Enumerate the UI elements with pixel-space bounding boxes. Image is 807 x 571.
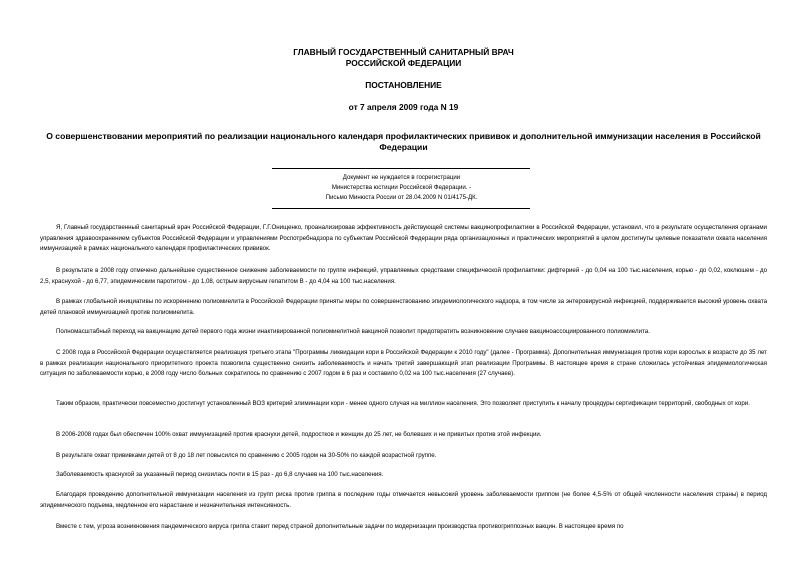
paragraph: Благодаря проведению дополнительной иммунизации населения из групп риска против гриппа в последние годы отмечается невысокий уровень заболеваемости гриппом (не более 4,5-5% от общей численности населения страны) в период эпидемического подъема, медленное его нарастание и незначительная интенсивность. <box>40 491 767 509</box>
paragraph: В результате охват прививками детей от 8 до 18 лет повысился по сравнению с 2005 годом на 30-50% по каждой возрастной группе. <box>56 452 437 459</box>
paragraph: Полномасштабный переход на вакцинацию детей первого года жизни инактивированной полиомиелитной вакциной позволит предотвратить возникновение случаев вакциноассоциированного полиомиелита. <box>56 328 650 335</box>
paragraph: В рамках глобальной инициативы по искоренению полиомиелита в Российской Федерации приняты меры по совершенствованию эпидемиологического надзора, в том числе за энтеровирусной инфекцией, поддерживается высокий уровень охвата детей плановой иммунизацией против полиомиелита. <box>40 298 767 316</box>
paragraph: В результате в 2008 году отмечено дальнейшее существенное снижение заболеваемости по группе инфекций, управляемых средствами специфической профилактики: дифтерией - до 0,04 на 100 тыс.населения, корью - до 0,02, коклюшем - до 2,5, краснухой - до 6,77, эпидемическим паротитом - до 1,08, острым вирусным гепатитом В - до 4,04 на 100 тыс.населения. <box>40 267 767 285</box>
note-bottom-rule <box>272 208 530 209</box>
document-date-number: от 7 апреля 2009 года N 19 <box>348 102 459 112</box>
paragraph: Таким образом, практически повсеместно достигнут установленный ВОЗ критерий элиминации кори - менее одного случая на миллион населения. Это позволяет приступить к началу процедуры сертификации территорий, свободных от кори. <box>56 400 750 407</box>
paragraph: Я, Главный государственный санитарный врач Российской Федерации, Г.Г.Онищенко, проанализировав эффективность действующей системы вакцинопрофилактики в Российской Федерации, установил, что в результате осуществления органами управления здравоохранением субъектов Российской Федерации и управлениями Роспотребнадзора по субъектам Российской Федерации ряда организационных и практических мероприятий в целом достигнуты целевые показатели охвата населения иммунизацией в рамках национального календаря профилактических прививок. <box>40 224 767 253</box>
document-type: ПОСТАНОВЛЕНИЕ <box>365 80 442 90</box>
authority-line-1: ГЛАВНЫЙ ГОСУДАРСТВЕННЫЙ САНИТАРНЫЙ ВРАЧ <box>293 47 514 57</box>
paragraph: Заболеваемость краснухой за указанный период снизилась почти в 15 раз - до 6,8 случаев на 100 тыс.населения. <box>56 471 384 478</box>
authority-line-2: РОССИЙСКОЙ ФЕДЕРАЦИИ <box>345 58 462 68</box>
registration-note-line-2: Министерства юстиции Российской Федерации. - <box>331 184 472 191</box>
registration-note-line-3: Письмо Минюста России от 28.04.2009 N 01/4175-ДК. <box>325 194 478 201</box>
paragraph: В 2006-2008 годах был обеспечен 100% охват иммунизацией против краснухи детей, подростков и женщин до 25 лет, не болевших и не привитых против этой инфекции. <box>56 431 542 438</box>
paragraph: Вместе с тем, угроза возникновения пандемического вируса гриппа ставит перед страной дополнительные задачи по модернизации производства противогриппозных вакцин. В настоящее время по <box>56 523 624 530</box>
note-top-rule <box>272 168 530 169</box>
document-title: О совершенствовании мероприятий по реализации национального календаря профилактических прививок и дополнительной иммунизации населения в Российской Федерации <box>46 131 761 152</box>
registration-note-line-1: Документ не нуждается в госрегистрации <box>342 174 461 181</box>
paragraph: С 2008 года в Российской Федерации осуществляется реализация третьего этапа "Программы ликвидации кори в Российской Федерации к 2010 году" (далее - Программа). Дополнительная иммунизация против кори взрослых в возрасте до 35 лет в рамках реализации национального приоритетного проекта позволила существенно снизить заболеваемость и начать третий завершающий этап реализации Программы. В настоящее время в стране сложилась устойчивая эпидемиологическая ситуация по заболеваемости корью, в 2008 году число больных сократилось по сравнению с 2007 годом в 6 раз и составило 0,02 на 100 тыс.населения (27 случаев). <box>40 349 767 378</box>
